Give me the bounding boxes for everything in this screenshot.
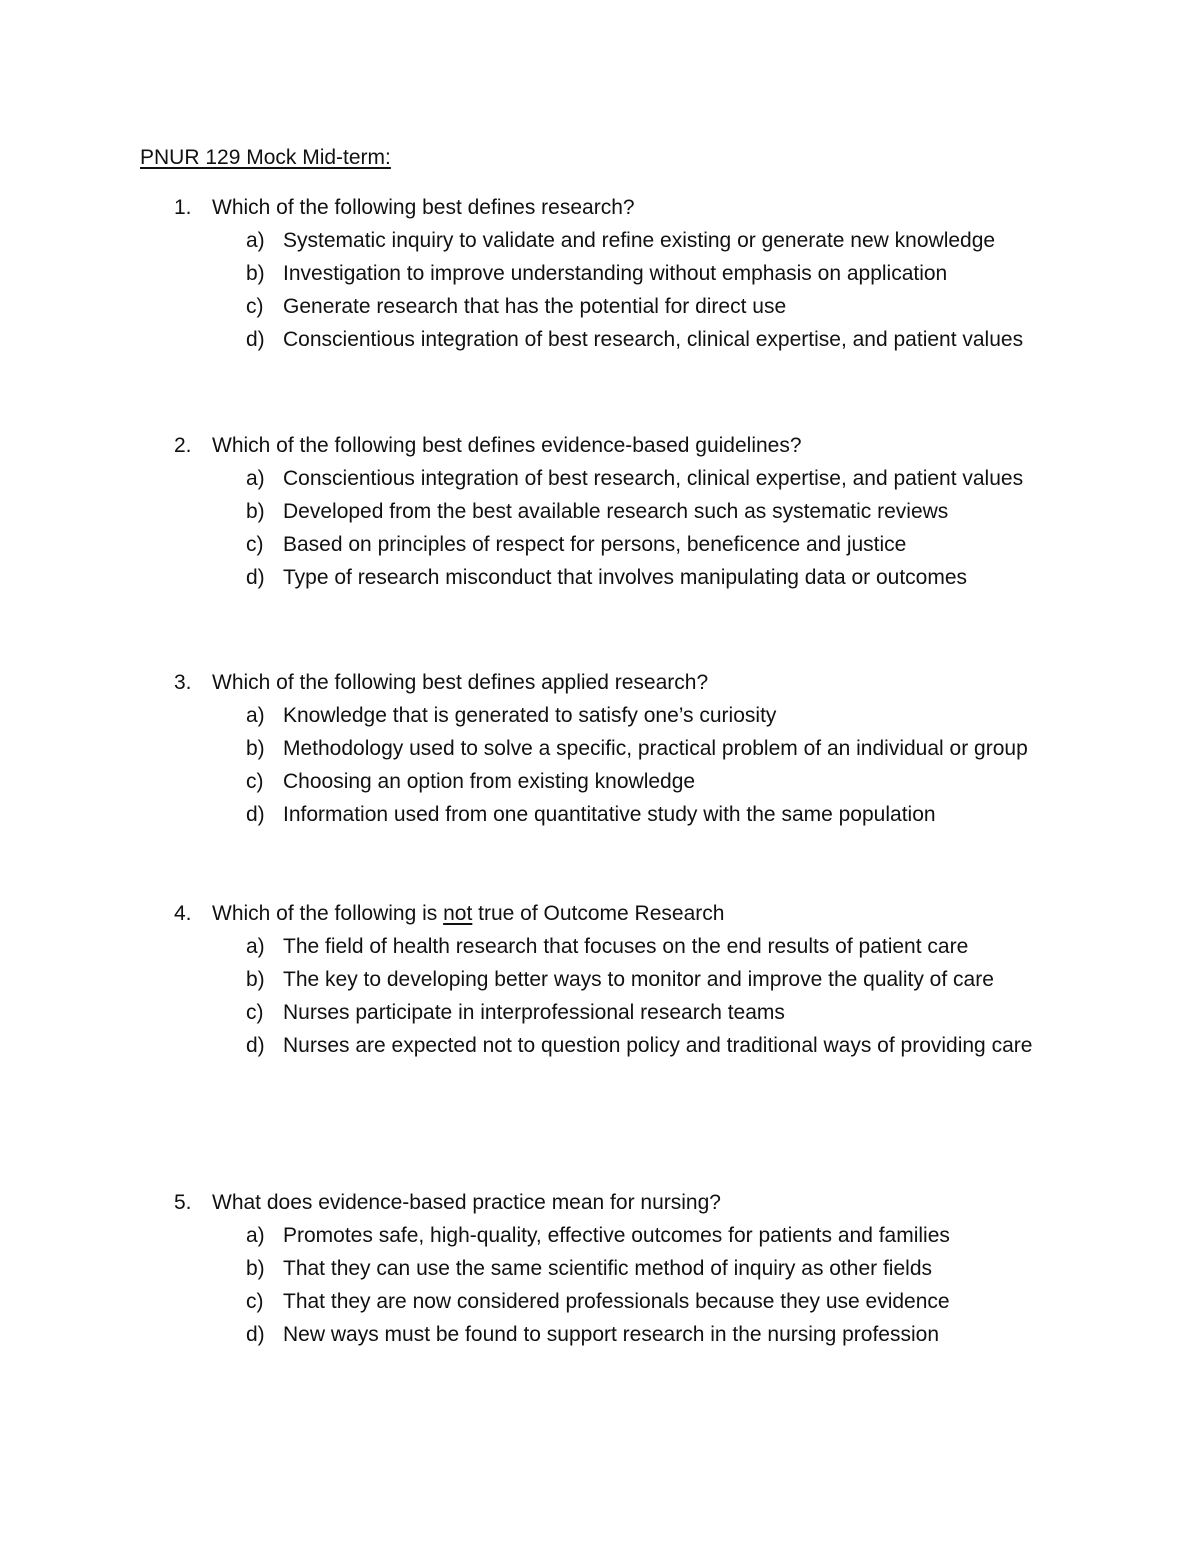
option-d	[0, 802, 1200, 835]
option-a	[0, 466, 1200, 499]
option-a	[0, 228, 1200, 261]
question-1	[0, 195, 1200, 360]
option-text: Generate research that has the potential for direct use	[283, 295, 787, 318]
option-letter: c)	[246, 770, 264, 793]
document-title: PNUR 129 Mock Mid-term:	[140, 146, 391, 169]
question-number: 4.	[174, 902, 192, 925]
question-5	[0, 1190, 1200, 1355]
option-c	[0, 1000, 1200, 1033]
question-stem	[0, 195, 1200, 228]
option-letter: d)	[246, 1034, 265, 1057]
option-d	[0, 327, 1200, 360]
option-b	[0, 736, 1200, 769]
option-text: Type of research misconduct that involves manipulating data or outcomes	[283, 566, 968, 589]
option-d	[0, 1033, 1200, 1066]
option-text: Conscientious integration of best research, clinical expertise, and patient values	[283, 467, 1024, 490]
option-text: Nurses are expected not to question policy and traditional ways of providing care	[283, 1034, 1033, 1057]
question-number: 3.	[174, 671, 192, 694]
option-text: The field of health research that focuses on the end results of patient care	[283, 935, 969, 958]
option-letter: a)	[246, 229, 265, 252]
option-letter: a)	[246, 1224, 265, 1247]
option-text: Knowledge that is generated to satisfy one’s curiosity	[283, 704, 777, 727]
question-number: 1.	[174, 196, 192, 219]
option-b	[0, 967, 1200, 1000]
option-text: Promotes safe, high-quality, effective outcomes for patients and families	[283, 1224, 950, 1247]
option-letter: c)	[246, 295, 264, 318]
question-text: What does evidence-based practice mean for nursing?	[212, 1191, 721, 1214]
option-c	[0, 769, 1200, 802]
option-letter: b)	[246, 262, 265, 285]
question-text	[212, 901, 724, 927]
question-3	[0, 670, 1200, 835]
question-number: 5.	[174, 1191, 192, 1214]
option-b	[0, 1256, 1200, 1289]
option-text: The key to developing better ways to monitor and improve the quality of care	[283, 968, 994, 991]
option-d	[0, 1322, 1200, 1355]
option-letter: b)	[246, 968, 265, 991]
option-letter: a)	[246, 935, 265, 958]
question-text: Which of the following best defines applied research?	[212, 671, 709, 694]
question-4	[0, 901, 1200, 1066]
question-text-start: Which of the following is	[212, 902, 444, 925]
option-letter: c)	[246, 1001, 264, 1024]
option-letter: c)	[246, 1290, 264, 1313]
option-c	[0, 532, 1200, 565]
option-d	[0, 565, 1200, 598]
option-letter: a)	[246, 704, 265, 727]
option-text: Choosing an option from existing knowledge	[283, 770, 696, 793]
option-text: Nurses participate in interprofessional research teams	[283, 1001, 785, 1024]
option-letter: d)	[246, 566, 265, 589]
question-2	[0, 433, 1200, 598]
option-a	[0, 703, 1200, 736]
option-a	[0, 934, 1200, 967]
question-stem	[0, 670, 1200, 703]
option-letter: d)	[246, 1323, 265, 1346]
question-text: Which of the following best defines evidence-based guidelines?	[212, 434, 802, 457]
question-stem	[0, 433, 1200, 466]
option-letter: a)	[246, 467, 265, 490]
option-text: Information used from one quantitative study with the same population	[283, 803, 936, 826]
option-letter: c)	[246, 533, 264, 556]
option-text: New ways must be found to support research in the nursing profession	[283, 1323, 940, 1346]
option-c	[0, 1289, 1200, 1322]
question-stem	[0, 901, 1200, 934]
question-stem	[0, 1190, 1200, 1223]
option-text: That they are now considered professionals because they use evidence	[283, 1290, 950, 1313]
option-text: Based on principles of respect for persons, beneficence and justice	[283, 533, 907, 556]
option-letter: b)	[246, 500, 265, 523]
option-c	[0, 294, 1200, 327]
option-letter: d)	[246, 328, 265, 351]
option-b	[0, 261, 1200, 294]
option-text: Investigation to improve understanding without emphasis on application	[283, 262, 948, 285]
option-letter: b)	[246, 1257, 265, 1280]
option-text: Developed from the best available research such as systematic reviews	[283, 500, 949, 523]
option-text: That they can use the same scientific method of inquiry as other fields	[283, 1257, 933, 1280]
option-b	[0, 499, 1200, 532]
option-text: Systematic inquiry to validate and refine existing or generate new knowledge	[283, 229, 996, 252]
option-text: Methodology used to solve a specific, practical problem of an individual or group	[283, 737, 1028, 760]
option-a	[0, 1223, 1200, 1256]
option-text: Conscientious integration of best research, clinical expertise, and patient values	[283, 328, 1024, 351]
question-text-end: true of Outcome Research	[472, 902, 725, 925]
question-text: Which of the following best defines research?	[212, 196, 635, 219]
option-letter: b)	[246, 737, 265, 760]
option-letter: d)	[246, 803, 265, 826]
underlined-word: not	[443, 902, 473, 925]
question-number: 2.	[174, 434, 192, 457]
